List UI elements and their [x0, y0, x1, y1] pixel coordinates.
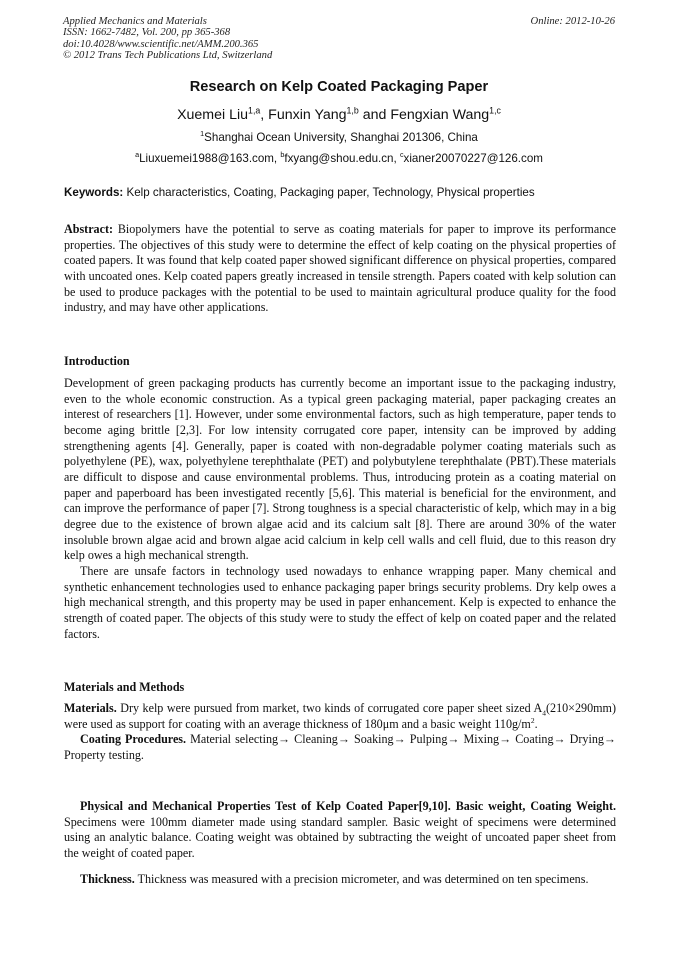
- physical-test-label: Physical and Mechanical Properties Test of Kelp Coated Paper[9,10]. Basic weight, Coating Weight.: [80, 799, 616, 813]
- doi-line: doi:10.4028/www.scientific.net/AMM.200.365: [63, 38, 259, 50]
- copyright-line: © 2012 Trans Tech Publications Ltd, Switzerland: [63, 50, 273, 62]
- email-address: fxyang@shou.edu.cn,: [284, 152, 400, 165]
- materials-text: Dry kelp were pursued from market, two kinds of corrugated core paper sheet sized A: [116, 701, 543, 715]
- section-heading-introduction: Introduction: [64, 354, 130, 368]
- author-separator: and: [358, 107, 391, 123]
- author-separator: ,: [260, 107, 269, 123]
- affiliation: [0, 131, 678, 144]
- online-date: Online: 2012-10-26: [530, 16, 615, 27]
- journal-header: [63, 16, 615, 62]
- abstract-text: Biopolymers have the potential to serve as coating materials for paper to improve its performance properties. The objectives of this study were to determine the effect of kelp coating on the physical properties of coated papers. It was found that kelp coated paper showed significant difference on physical properties, compared with uncoated ones. Kelp coated papers greatly increased in tensile strength. Papers coated with kelp solution can be used to produce packages with the potential to be used to maintain agricultural produce quality for the food industry, and may have other applications.: [64, 222, 616, 315]
- keywords-label: Keywords:: [64, 186, 124, 199]
- abstract-label: Abstract:: [64, 222, 114, 236]
- paragraph: Development of green packaging products has currently become an important issue to the packaging industry, even to the whole economic construction. As a typical green packaging material, paper packaging creates an interest of researchers [1]. However, under some environmental factors, such as high temperature, paper tends to become aging brittle [2,3]. For low intensity corrugated core paper, intensity can be improved by adding strengthening agents [4]. Generally, paper is coated with non-degradable polymer coating materials such as polyethylene (PE), wax, polyethylene terephthalate (PET) and polybutylene terephthalate (PBT).These materials are difficult to dispose and cause environmental problems. Thus, introducing protein as a coating material on paper and paperboard has been investigated recently [5,6]. This material is beneficial for the environment, and can improve the performance of paper [7]. Strong toughness is a special characteristic of kelp, which may in a big degree due to the existence of brown algae acid and its calcium salt [8]. There are around 30% of the water insoluble brown algae acid and brown algae acid calcium in kelp cell walls and cell fluid, due to this reason dry kelp owes a high mechanical strength.: [64, 376, 616, 563]
- author-superscript: 1,c: [489, 105, 501, 116]
- thickness-label: Thickness.: [80, 872, 135, 886]
- physical-test-text: Specimens were 100mm diameter made using standard sampler. Basic weight of specimens were determined using an analytic balance. Coating weight was obtained by subtracting the weight of uncoated paper sheet from the weight of coated paper.: [64, 814, 616, 860]
- thickness-paragraph: [64, 872, 616, 888]
- introduction-body: [64, 376, 616, 642]
- thickness-text: Thickness was measured with a precision micrometer, and was determined on ten specimens.: [134, 872, 589, 886]
- keywords: [64, 186, 616, 199]
- journal-name: Applied Mechanics and Materials: [63, 16, 207, 27]
- paper-title: Research on Kelp Coated Packaging Paper: [189, 79, 489, 95]
- materials-text: (210×290mm) were used as support for coating with an average thickness of 180μm and a basic weight 110g/m: [64, 701, 616, 731]
- materials-label: Materials.: [64, 701, 117, 715]
- author-name: Fengxian Wang: [390, 107, 490, 123]
- keywords-text: Kelp characteristics, Coating, Packaging paper, Technology, Physical properties: [123, 186, 535, 199]
- author-emails: [0, 152, 678, 165]
- abstract: [64, 222, 616, 316]
- procedures-text: Material selecting→ Cleaning→ Soaking→ Pulping→ Mixing→ Coating→ Drying→ Property testing.: [64, 732, 617, 762]
- author-superscript: 1,b: [346, 105, 359, 116]
- paragraph: There are unsafe factors in technology used nowadays to enhance wrapping paper. Many chemical and synthetic enhancement technologies used to enhance packaging paper brings security problems. Dry kelp owes a high mechanical strength, and this property may be used in paper enhancement. Kelp is expected to enhance the strength of coated paper. The objects of this study were to study the effect of kelp on coated paper and the related factors.: [64, 563, 616, 641]
- issn-line: ISSN: 1662-7482, Vol. 200, pp 365-368: [63, 27, 231, 39]
- email-address: xianer20070227@126.com: [403, 152, 543, 165]
- physical-test-paragraph: [64, 799, 616, 862]
- materials-paragraph: [64, 701, 616, 764]
- materials-superscript: 2: [530, 715, 535, 725]
- section-heading-methods: Materials and Methods: [64, 680, 185, 694]
- materials-subscript: 4: [542, 708, 547, 718]
- procedures-label: Coating Procedures.: [80, 732, 187, 747]
- author-list: [0, 107, 678, 123]
- email-superscript: b: [280, 150, 285, 160]
- email-address: Liuxuemei1988@163.com,: [139, 152, 281, 165]
- author-name: Xuemei Liu: [177, 107, 249, 123]
- email-superscript: a: [135, 150, 140, 160]
- author-name: Funxin Yang: [268, 107, 347, 123]
- affiliation-superscript: 1: [200, 129, 205, 139]
- author-superscript: 1,a: [248, 105, 261, 116]
- email-superscript: c: [399, 150, 404, 160]
- affiliation-text: Shanghai Ocean University, Shanghai 201306, China: [204, 131, 478, 144]
- materials-text: .: [534, 716, 538, 731]
